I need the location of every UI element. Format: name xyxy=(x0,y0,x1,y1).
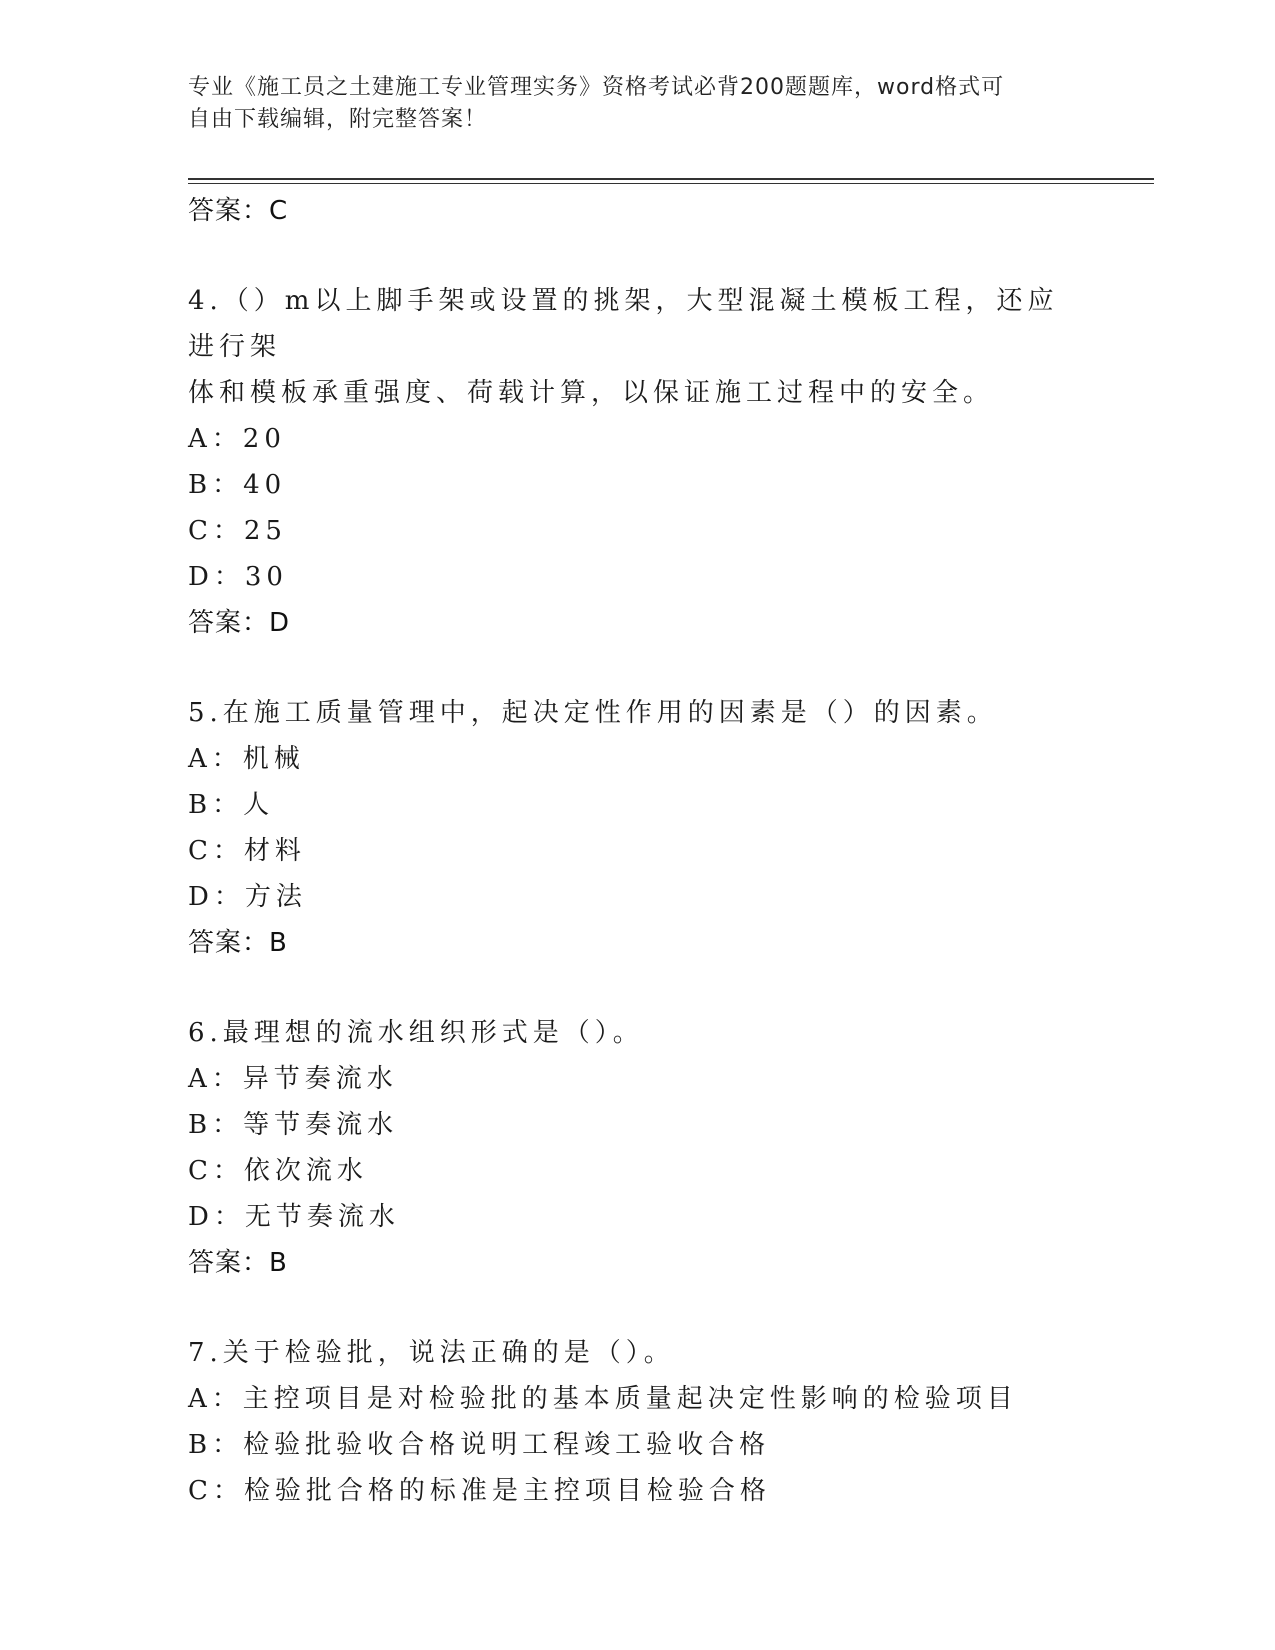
answer-q3: 答案：C xyxy=(188,196,289,226)
answer: 答案：B xyxy=(188,1248,288,1278)
option-b: B：40 xyxy=(188,470,287,500)
answer: 答案：D xyxy=(188,608,291,638)
option-d: D：方法 xyxy=(188,882,307,912)
header-line-2: 自由下载编辑，附完整答案！ xyxy=(188,107,488,132)
option-c: C：材料 xyxy=(188,836,306,866)
question-text: 5.在施工质量管理中，起决定性作用的因素是（）的因素。 xyxy=(188,698,998,728)
question-text: 6.最理想的流水组织形式是（）。 xyxy=(188,1018,644,1048)
header-rule-thick xyxy=(188,178,1154,180)
answer: 答案：B xyxy=(188,928,288,958)
question-block-5 xyxy=(188,690,1088,966)
option-a: A：异节奏流水 xyxy=(188,1064,398,1094)
option-d: D：30 xyxy=(188,562,288,592)
option-a: A：20 xyxy=(188,424,286,454)
option-c: C：依次流水 xyxy=(188,1156,368,1186)
question-text: 7.关于检验批，说法正确的是（）。 xyxy=(188,1338,675,1368)
option-b: B：检验批验收合格说明工程竣工验收合格 xyxy=(188,1430,771,1460)
header-rule-thin xyxy=(188,183,1154,184)
question-text: 4.（）m以上脚手架或设置的挑架，大型混凝土模板工程，还应进行架 xyxy=(188,286,1059,362)
option-c: C：检验批合格的标准是主控项目检验合格 xyxy=(188,1476,771,1506)
question-block-4 xyxy=(188,278,1088,646)
header-line-1: 专业《施工员之土建施工专业管理实务》资格考试必背200题题库，word格式可 xyxy=(188,75,1005,100)
option-b: B：人 xyxy=(188,790,275,820)
question-block-7 xyxy=(188,1330,1088,1514)
question-text-cont: 体和模板承重强度、荷载计算，以保证施工过程中的安全。 xyxy=(188,378,995,408)
option-a: A：机械 xyxy=(188,744,305,774)
option-b: B：等节奏流水 xyxy=(188,1110,399,1140)
document-header xyxy=(188,72,1068,136)
option-c: C：25 xyxy=(188,516,287,546)
option-a: A：主控项目是对检验批的基本质量起决定性影响的检验项目 xyxy=(188,1384,1018,1414)
document-body xyxy=(188,188,1088,1514)
option-d: D：无节奏流水 xyxy=(188,1202,400,1232)
question-block-6 xyxy=(188,1010,1088,1286)
